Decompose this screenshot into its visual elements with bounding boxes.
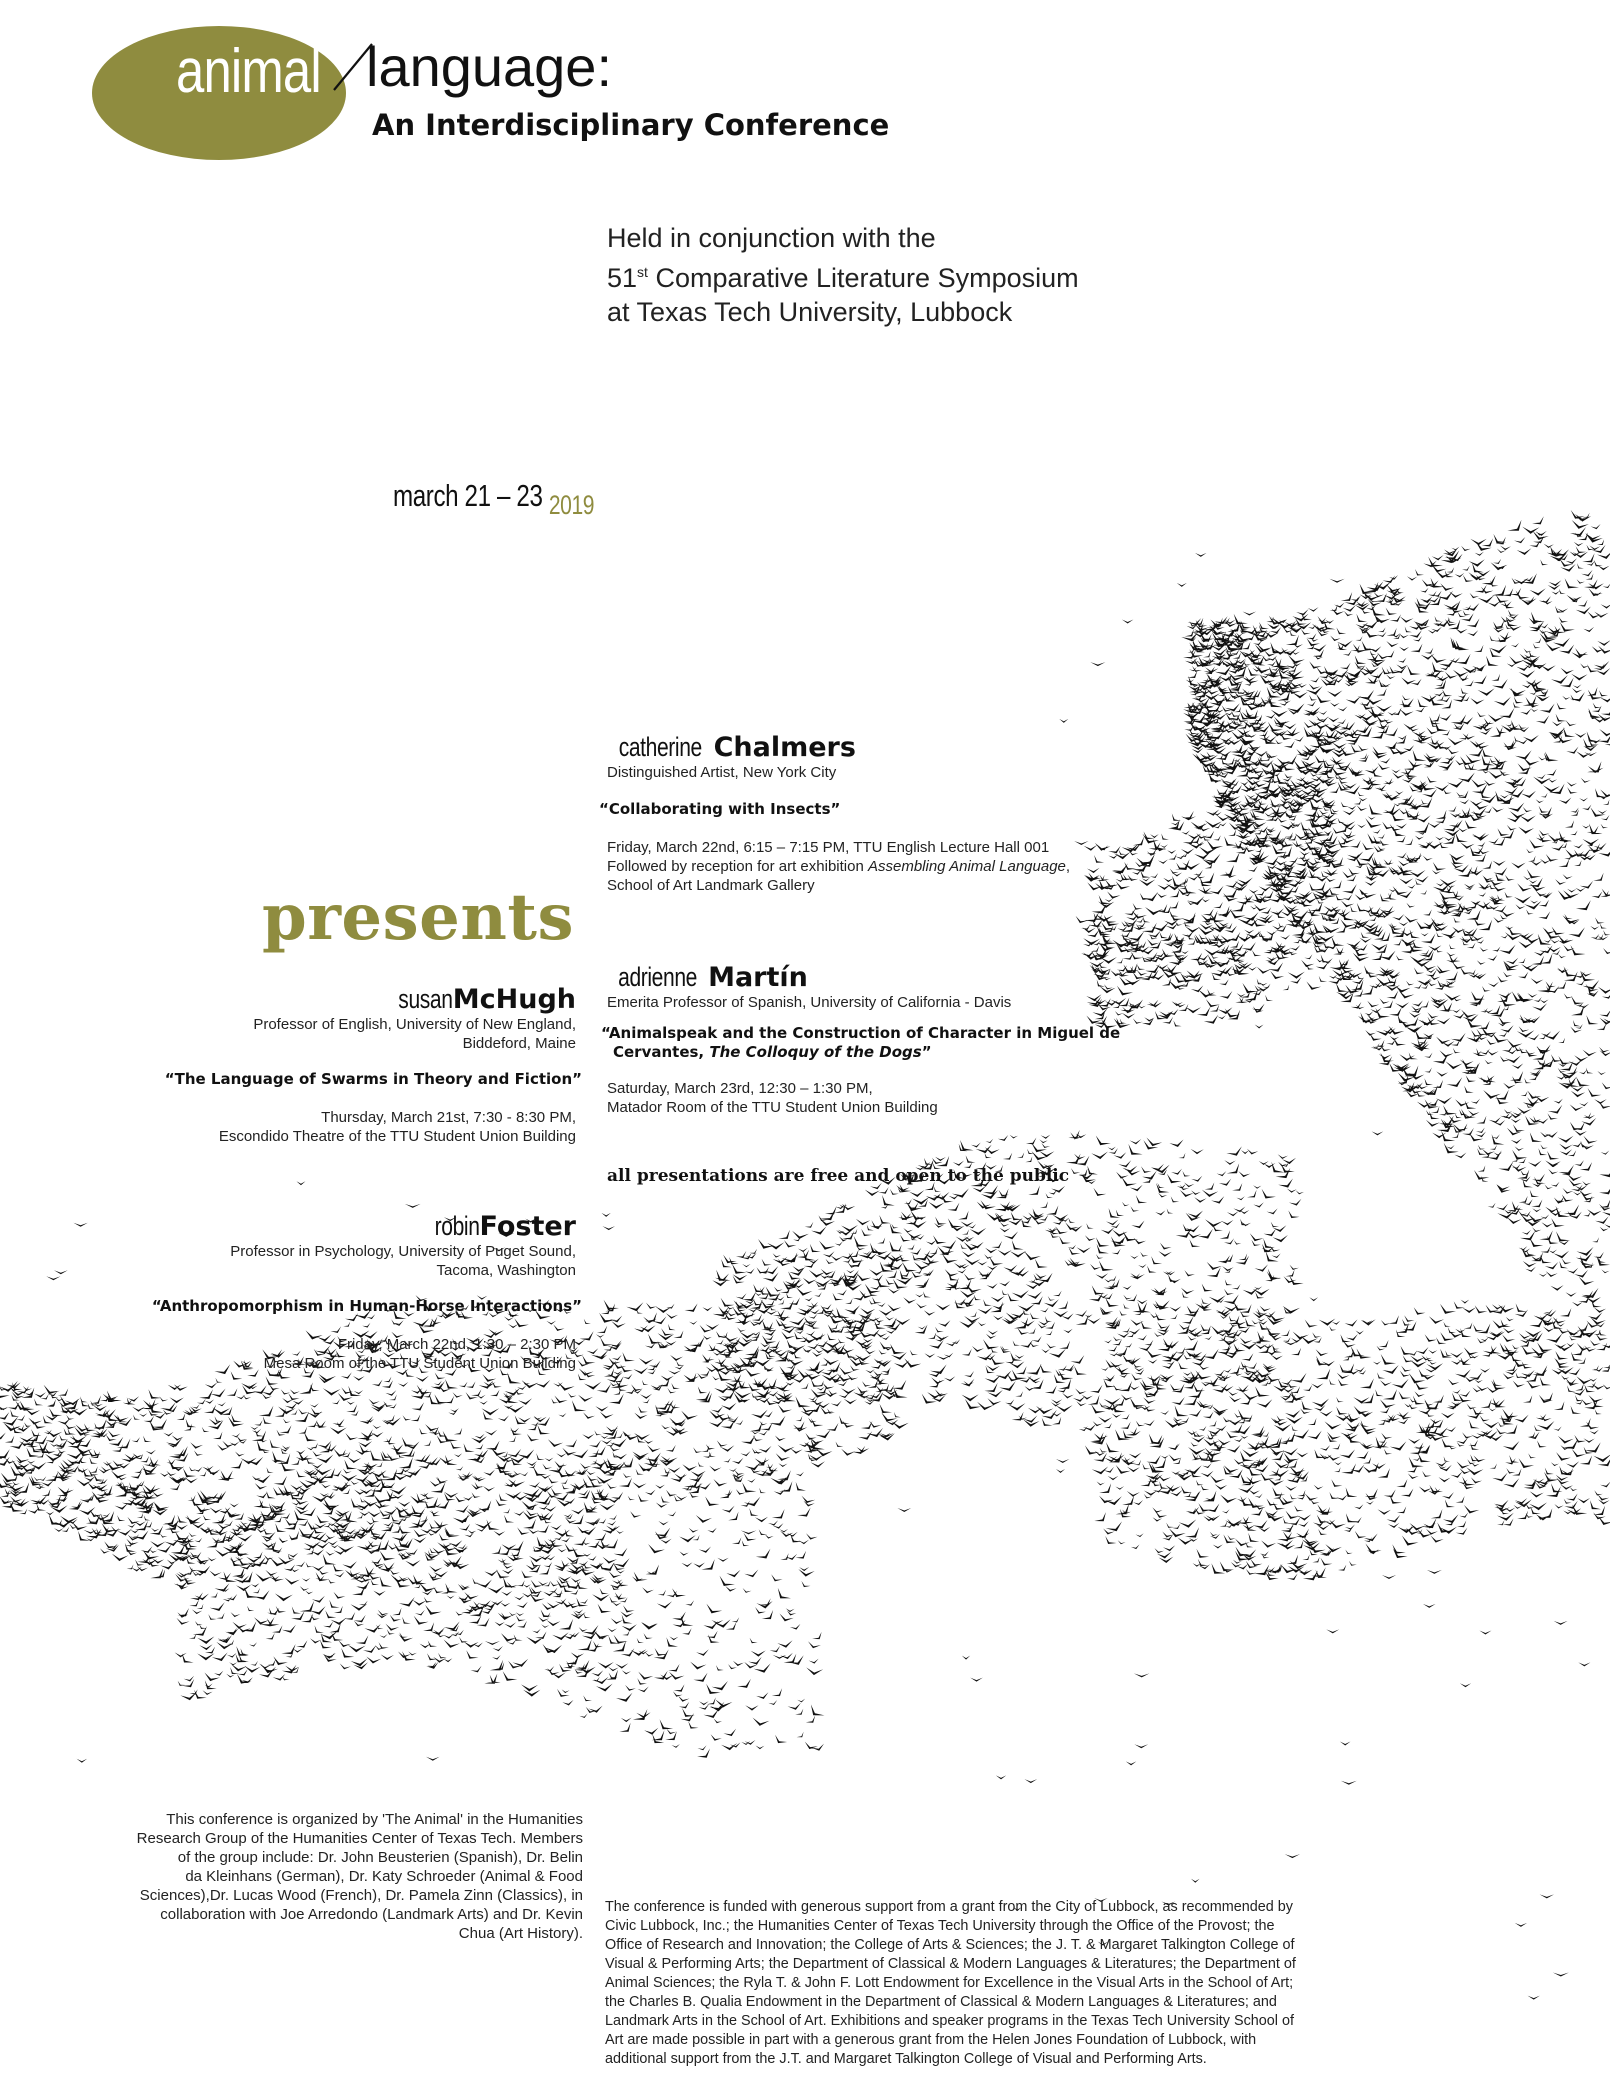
reception-note [607,857,1070,876]
date-year: 2019 [548,490,595,520]
talk-time: Friday, March 22nd, 6:15 – 7:15 PM, TTU English Lecture Hall 001 [607,839,1050,856]
speaker-name [165,983,576,1015]
held-symposium: Comparative Literature Symposium [647,263,1079,293]
talk-time: Thursday, March 21st, 7:30 - 8:30 PM, [321,1109,576,1126]
date-range: march 21 – 23 [393,478,543,513]
funding-line: Animal Sciences; the Ryla T. & John F. Lott Endowment for Excellence in the Visual Arts in the School of Art; [605,1975,1294,1991]
speaker-affiliation-line-1: Professor in Psychology, University of Puget Sound, [230,1243,576,1260]
conference-dates [393,478,595,520]
speaker-last-name: Chalmers [713,732,856,763]
talk-location: Matador Room of the TTU Student Union Building [607,1099,938,1116]
funding-line: The conference is funded with generous support from a grant from the City of Lubbock, as recommended by [605,1899,1293,1915]
presents-heading: presents [261,880,574,955]
reception-suffix: , [1065,858,1071,875]
funding-line: Office of Research and Innovation; the College of Arts & Sciences; the J. T. & Margaret Talkington College of [605,1937,1295,1953]
speaker-martin [601,961,1121,1117]
talk-time: Saturday, March 23rd, 12:30 – 1:30 PM, [607,1080,873,1097]
held-line-2 [607,255,1079,295]
logo-word: animal [176,37,321,106]
held-line-1: Held in conjunction with the [607,223,936,253]
talk-prefix: Cervantes, [613,1043,710,1061]
organizers-line: Research Group of the Humanities Center of Texas Tech. Members [136,1830,583,1847]
speaker-last-name: Martín [708,962,808,993]
speaker-last-name: Foster [479,1211,576,1242]
speaker-affiliation-line-2: Tacoma, Washington [436,1262,576,1279]
funding-line: additional support from the J.T. and Margaret Talkington College of Visual and Performing Arts. [605,2051,1207,2067]
talk-title-line-1: “Animalspeak and the Construction of Character in Miguel de [601,1024,1121,1042]
organizers-note [73,1810,583,1943]
speaker-first-name: catherine [618,732,702,762]
funding-line: Visual & Performing Arts; the Department of Classical & Modern Languages & Literatures; the Department of [605,1956,1296,1972]
speaker-first-name: robin [434,1211,480,1241]
talk-title: “The Language of Swarms in Theory and Fiction” [164,1070,582,1088]
exhibition-title: Assembling Animal Language [867,858,1066,875]
speaker-chalmers [599,731,1071,895]
funding-note [605,1898,1385,2069]
talk-title-line-2 [613,1043,1120,1062]
speaker-first-name: adrienne [618,962,697,992]
organizers-line: da Kleinhans (German), Dr. Katy Schroeder (Animal & Food [185,1868,583,1885]
conference-subtitle: An Interdisciplinary Conference [372,108,890,142]
reception-prefix: Followed by reception for art exhibition [607,858,868,875]
talk-suffix: ” [921,1043,932,1061]
organizers-line: Sciences),Dr. Lucas Wood (French), Dr. Pamela Zinn (Classics), in [139,1887,583,1904]
held-in-conjunction [607,221,1079,329]
talk-location: Escondido Theatre of the TTU Student Union Building [218,1128,576,1145]
funding-line: the Charles B. Qualia Endowment in the Department of Classical & Modern Languages & Literatures; and [605,1994,1277,2010]
funding-line: Art are made possible in part with a generous grant from the Helen Jones Foundation of Lubbock, with [605,2032,1257,2048]
free-admission-note: all presentations are free and open to the public [607,1166,1070,1186]
talk-title: “Anthropomorphism in Human-Horse Interactions” [151,1297,582,1315]
speaker-affiliation-line-1: Professor of English, University of New England, [253,1016,576,1033]
speaker-affiliation: Emerita Professor of Spanish, University of California - Davis [607,994,1012,1011]
talk-title: “Collaborating with Insects” [599,800,841,818]
held-line-3: at Texas Tech University, Lubbock [607,297,1013,327]
speaker-affiliation-line-2: Biddeford, Maine [462,1035,576,1052]
held-ordinal: 51 [607,263,638,293]
talk-location: School of Art Landmark Gallery [607,877,815,894]
talk-time: Friday, March 22nd, 1:30 – 2:30 PM [337,1336,576,1353]
organizers-line: This conference is organized by 'The Animal' in the Humanities [166,1811,583,1828]
speaker-foster [151,1210,582,1373]
speaker-first-name: susan [398,984,453,1014]
organizers-line: collaboration with Joe Arredondo (Landmark Arts) and Dr. Kevin [160,1906,583,1923]
work-title: The Colloquy of the Dogs [709,1043,922,1061]
speaker-mchugh [164,983,582,1146]
speaker-affiliation: Distinguished Artist, New York City [607,764,837,781]
speaker-name [607,731,1070,763]
speaker-name [152,1210,576,1242]
speaker-last-name: McHugh [452,984,576,1015]
conference-title: language: [366,35,613,98]
organizers-line: Chua (Art History). [458,1925,583,1942]
funding-line: Landmark Arts in the School of Art. Exhibitions and speaker programs in the Texas Tech University School of [605,2013,1294,2029]
organizers-line: of the group include: Dr. John Beusterien (Spanish), Dr. Belin [177,1849,583,1866]
speaker-name [607,961,1120,993]
funding-line: Civic Lubbock, Inc.; the Humanities Center of Texas Tech University through the Office of the Provost; the [605,1918,1275,1934]
talk-location: Mesa Room of the TTU Student Union Building [263,1355,576,1372]
held-ordinal-suffix: st [637,264,648,280]
